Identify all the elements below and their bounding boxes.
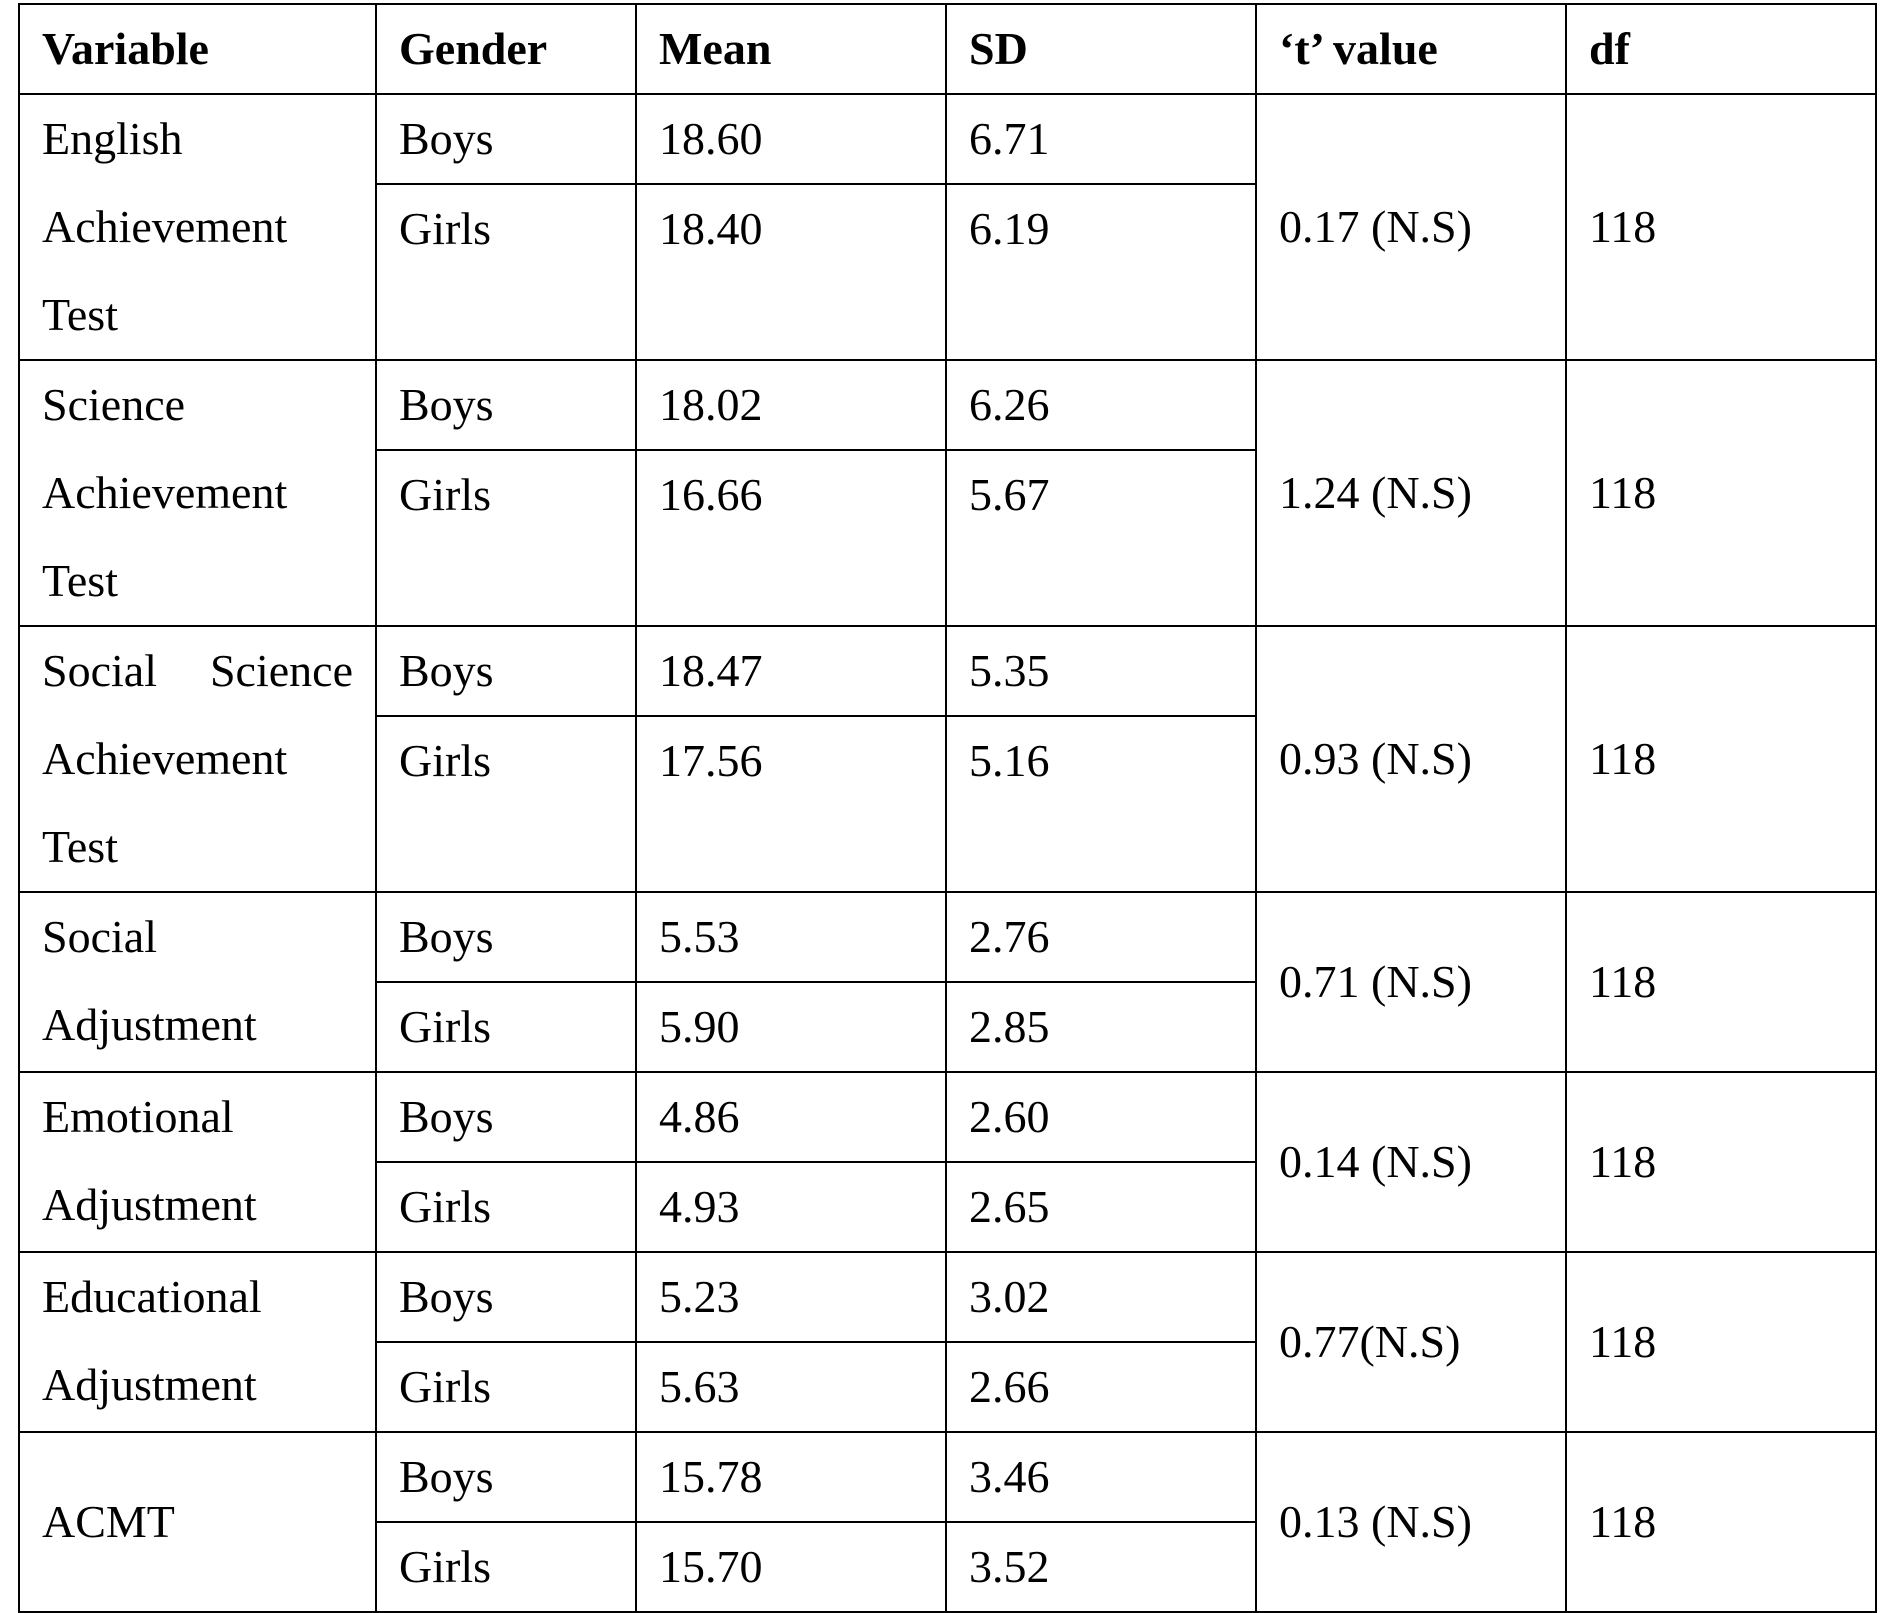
variable-line: English — [42, 113, 183, 164]
t-value-cell: 0.14 (N.S) — [1256, 1072, 1566, 1252]
sd-cell: 2.76 — [946, 892, 1256, 982]
variable-line: Achievement — [42, 467, 288, 518]
variable-line: Test — [42, 289, 118, 340]
variable-word: Social — [42, 645, 157, 696]
header-gender: Gender — [376, 4, 636, 94]
df-cell: 118 — [1566, 892, 1876, 1072]
variable-line: Emotional — [42, 1091, 234, 1142]
df-cell: 118 — [1566, 626, 1876, 892]
gender-cell: Girls — [376, 450, 636, 626]
mean-cell: 17.56 — [636, 716, 946, 892]
sd-cell: 6.26 — [946, 360, 1256, 450]
sd-cell: 2.85 — [946, 982, 1256, 1072]
gender-cell: Boys — [376, 626, 636, 716]
mean-cell: 5.23 — [636, 1252, 946, 1342]
sd-cell: 2.65 — [946, 1162, 1256, 1252]
variable-line: Science — [42, 379, 186, 430]
df-cell: 118 — [1566, 1252, 1876, 1432]
t-value-cell: 0.77(N.S) — [1256, 1252, 1566, 1432]
gender-cell: Boys — [376, 1432, 636, 1522]
t-value-cell: 0.93 (N.S) — [1256, 626, 1566, 892]
mean-cell: 18.47 — [636, 626, 946, 716]
variable-line: Adjustment — [42, 999, 257, 1050]
header-df: df — [1566, 4, 1876, 94]
sd-cell: 3.46 — [946, 1432, 1256, 1522]
variable-line: Social — [42, 911, 157, 962]
mean-cell: 18.02 — [636, 360, 946, 450]
variable-cell — [19, 94, 376, 360]
gender-cell: Girls — [376, 184, 636, 360]
sd-cell: 2.60 — [946, 1072, 1256, 1162]
gender-cell: Boys — [376, 892, 636, 982]
gender-cell: Boys — [376, 1252, 636, 1342]
gender-cell: Girls — [376, 1162, 636, 1252]
variable-cell — [19, 1252, 376, 1432]
table-row — [19, 1072, 1876, 1162]
header-mean: Mean — [636, 4, 946, 94]
mean-cell: 4.86 — [636, 1072, 946, 1162]
gender-cell: Boys — [376, 94, 636, 184]
header-row — [19, 4, 1876, 94]
df-cell: 118 — [1566, 1072, 1876, 1252]
mean-cell: 18.60 — [636, 94, 946, 184]
variable-word: Science — [209, 645, 353, 696]
variable-line: Adjustment — [42, 1359, 257, 1410]
mean-cell: 16.66 — [636, 450, 946, 626]
variable-cell — [19, 892, 376, 1072]
gender-comparison-table — [18, 3, 1877, 1613]
variable-line: ACMT — [42, 1496, 175, 1547]
variable-line: Test — [42, 821, 118, 872]
gender-cell: Boys — [376, 360, 636, 450]
sd-cell: 3.52 — [946, 1522, 1256, 1612]
t-value-cell: 0.13 (N.S) — [1256, 1432, 1566, 1612]
variable-line: Achievement — [42, 733, 288, 784]
gender-cell: Girls — [376, 716, 636, 892]
variable-line — [42, 627, 375, 715]
table-row — [19, 1432, 1876, 1522]
variable-cell — [19, 626, 376, 892]
sd-cell: 5.16 — [946, 716, 1256, 892]
sd-cell: 6.71 — [946, 94, 1256, 184]
sd-cell: 5.35 — [946, 626, 1256, 716]
sd-cell: 5.67 — [946, 450, 1256, 626]
gender-cell: Girls — [376, 982, 636, 1072]
table-row — [19, 94, 1876, 184]
gender-cell: Girls — [376, 1522, 636, 1612]
sd-cell: 6.19 — [946, 184, 1256, 360]
mean-cell: 5.90 — [636, 982, 946, 1072]
variable-cell — [19, 360, 376, 626]
df-cell: 118 — [1566, 94, 1876, 360]
table-row — [19, 1252, 1876, 1342]
sd-cell: 2.66 — [946, 1342, 1256, 1432]
table-row — [19, 360, 1876, 450]
header-t-value: ‘t’ value — [1256, 4, 1566, 94]
t-value-cell: 0.71 (N.S) — [1256, 892, 1566, 1072]
gender-cell: Girls — [376, 1342, 636, 1432]
t-value-cell: 1.24 (N.S) — [1256, 360, 1566, 626]
mean-cell: 5.53 — [636, 892, 946, 982]
sd-cell: 3.02 — [946, 1252, 1256, 1342]
df-cell: 118 — [1566, 360, 1876, 626]
gender-cell: Boys — [376, 1072, 636, 1162]
t-value-cell: 0.17 (N.S) — [1256, 94, 1566, 360]
table-row — [19, 892, 1876, 982]
variable-line: Test — [42, 555, 118, 606]
mean-cell: 15.78 — [636, 1432, 946, 1522]
variable-line: Educational — [42, 1271, 262, 1322]
df-cell: 118 — [1566, 1432, 1876, 1612]
header-sd: SD — [946, 4, 1256, 94]
mean-cell: 5.63 — [636, 1342, 946, 1432]
header-variable: Variable — [19, 4, 376, 94]
mean-cell: 18.40 — [636, 184, 946, 360]
variable-line: Adjustment — [42, 1179, 257, 1230]
variable-cell — [19, 1432, 376, 1612]
mean-cell: 15.70 — [636, 1522, 946, 1612]
table-row — [19, 626, 1876, 716]
mean-cell: 4.93 — [636, 1162, 946, 1252]
variable-line: Achievement — [42, 201, 288, 252]
variable-cell — [19, 1072, 376, 1252]
